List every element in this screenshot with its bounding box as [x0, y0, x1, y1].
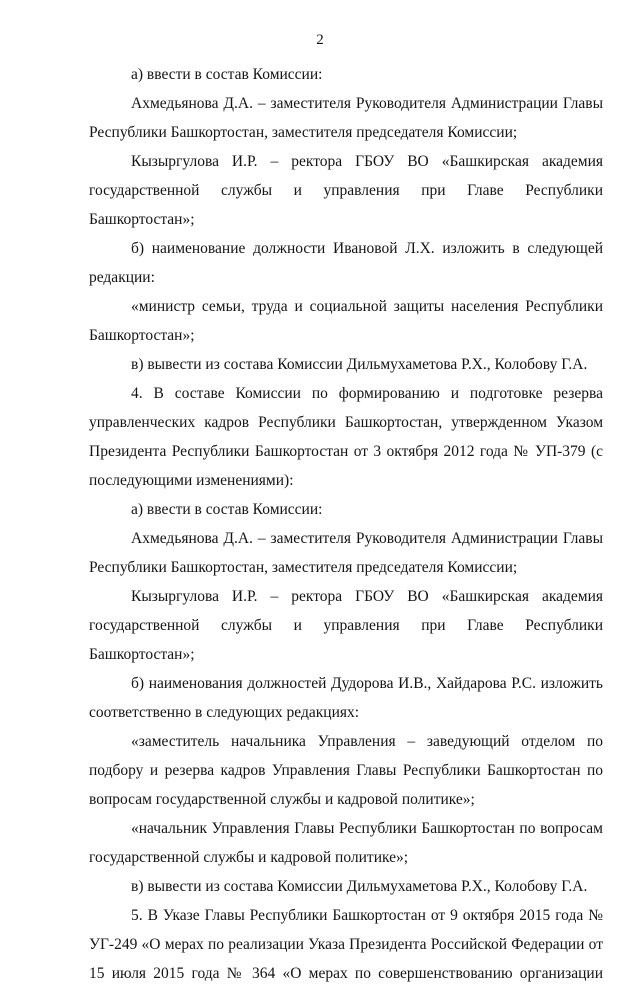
paragraph-5: «министр семьи, труда и социальной защиты населения Республики Башкортостан»; [89, 298, 603, 344]
paragraph-10: Кызыргулова И.Р. – ректора ГБОУ ВО «Башкирская академия государственной службы и управления при Главе Республики Башкортостан»; [89, 588, 603, 663]
paragraph-14: в) вывести из состава Комиссии Дильмухаметова Р.Х., Колобову Г.А. [131, 878, 588, 895]
paragraph-6: в) вывести из состава Комиссии Дильмухаметова Р.Х., Колобову Г.А. [131, 356, 588, 373]
paragraph-2: Ахмедьянова Д.А. – заместителя Руководителя Администрации Главы Республики Башкортостан, заместителя председателя Комиссии; [89, 95, 603, 141]
paragraph-7: 4. В составе Комиссии по формированию и подготовке резерва управленческих кадров Республики Башкортостан, утвержденном Указом Президента Республики Башкортостан от 3 октября 2012 года № УП-379 (с последующими изменениями): [89, 385, 603, 489]
paragraph-9: Ахмедьянова Д.А. – заместителя Руководителя Администрации Главы Республики Башкортостан, заместителя председателя Комиссии; [89, 530, 603, 576]
paragraph-8: а) ввести в состав Комиссии: [131, 501, 323, 518]
page-number: 2 [316, 32, 324, 48]
paragraph-11: б) наименования должностей Дудорова И.В., Хайдарова Р.С. изложить соответственно в следующих редакциях: [89, 675, 603, 721]
paragraph-3: Кызыргулова И.Р. – ректора ГБОУ ВО «Башкирская академия государственной службы и управления при Главе Республики Башкортостан»; [89, 153, 603, 228]
paragraph-4: б) наименование должности Ивановой Л.Х. изложить в следующей редакции: [89, 240, 603, 286]
paragraph-15: 5. В Указе Главы Республики Башкортостан от 9 октября 2015 года № УГ-249 «О мерах по реализации Указа Президента Российской Федерации от 15 июля 2015 года № 364 «О мерах по совершенствованию организации [89, 907, 603, 982]
paragraph-1: а) ввести в состав Комиссии: [131, 66, 323, 83]
paragraph-13: «начальник Управления Главы Республики Башкортостан по вопросам государственной службы и кадровой политике»; [89, 820, 603, 866]
document-body [89, 60, 603, 988]
paragraph-12: «заместитель начальника Управления – заведующий отделом по подбору и резерва кадров Управления Главы Республики Башкортостан по вопросам государственной службы и кадровой политике»; [89, 733, 603, 808]
